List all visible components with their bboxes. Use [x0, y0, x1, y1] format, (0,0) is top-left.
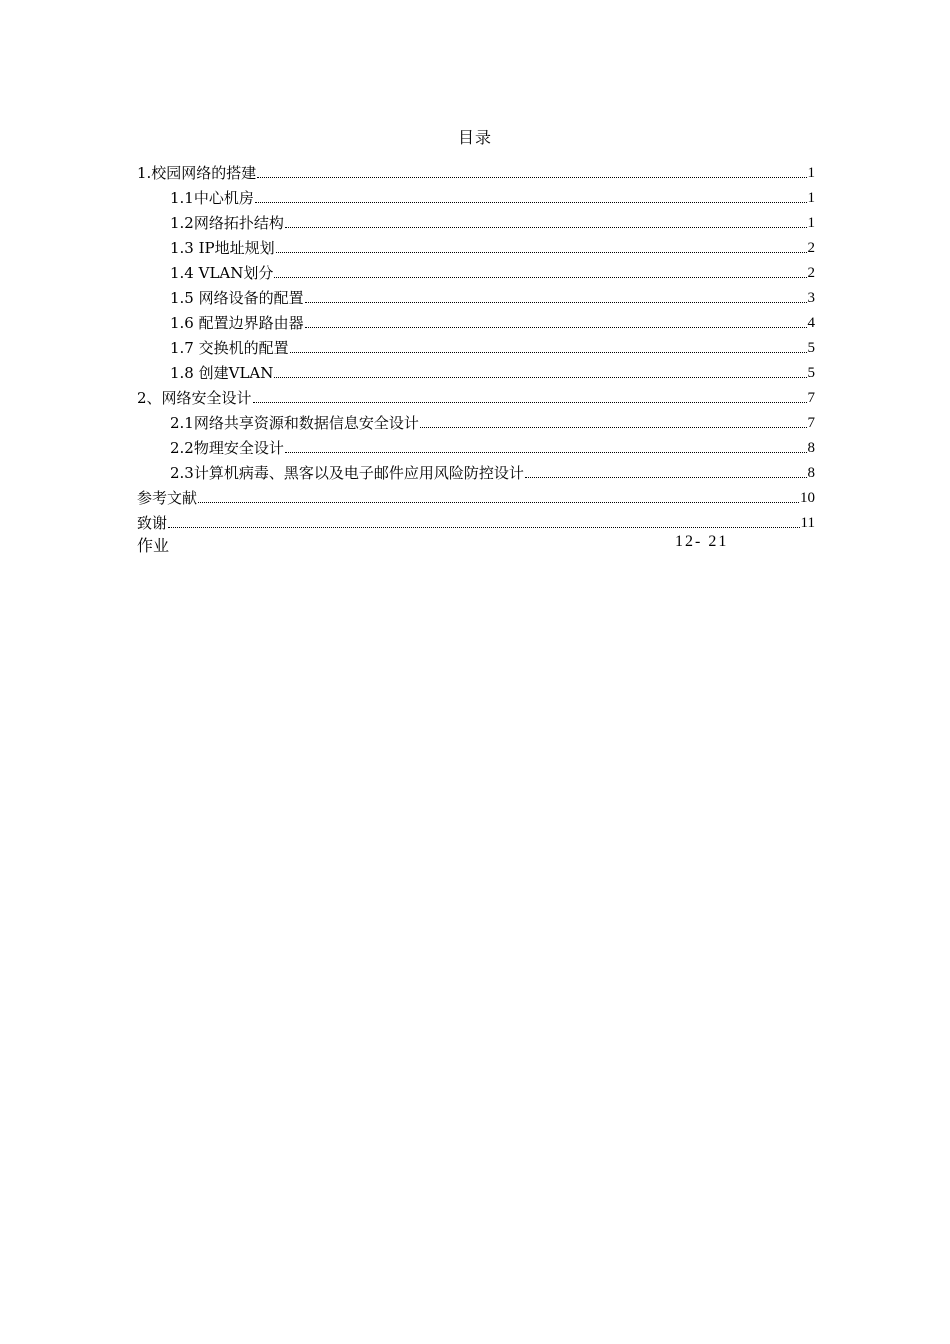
toc-entry-page-number: 7: [807, 390, 815, 406]
toc-entry-label: 1.4 VLAN划分: [170, 264, 274, 282]
toc-entry-label: 1.3 IP地址规划: [170, 239, 275, 257]
toc-dot-leader: [285, 227, 807, 228]
footer-right-text: 12- 21: [675, 533, 729, 550]
toc-entry-page-number: 7: [807, 415, 815, 431]
toc-entry-label: 1.5 网络设备的配置: [170, 289, 304, 307]
toc-entry-label: 2.2物理安全设计: [170, 439, 284, 457]
toc-entry[interactable]: [137, 158, 815, 183]
toc-entry-page-number: 1: [807, 165, 815, 181]
toc-entry[interactable]: [137, 208, 815, 233]
toc-entry[interactable]: [137, 458, 815, 483]
toc-dot-leader: [420, 427, 807, 428]
toc-dot-leader: [285, 452, 807, 453]
toc-dot-leader: [276, 252, 807, 253]
toc-dot-leader: [198, 502, 799, 503]
toc-entry-page-number: 3: [807, 290, 815, 306]
toc-dot-leader: [525, 477, 807, 478]
toc-entry[interactable]: [137, 333, 815, 358]
toc-entry[interactable]: [137, 183, 815, 208]
toc-entry-label: 1.6 配置边界路由器: [170, 314, 304, 332]
toc-entry[interactable]: [137, 233, 815, 258]
toc-entry-label: 1.1中心机房: [170, 189, 254, 207]
toc-entry-page-number: 4: [807, 315, 815, 331]
toc-dot-leader: [305, 327, 807, 328]
toc-entry-page-number: 1: [807, 190, 815, 206]
toc-entry[interactable]: [137, 258, 815, 283]
toc-entry-page-number: 11: [800, 515, 815, 531]
toc-dot-leader: [274, 377, 806, 378]
toc-entry-page-number: 10: [800, 490, 815, 506]
toc-entry-label: 2、网络安全设计: [137, 389, 252, 407]
toc-entry-label: 2.3计算机病毒、黑客以及电子邮件应用风险防控设计: [170, 464, 524, 482]
toc-entry-page-number: 5: [807, 365, 815, 381]
toc-entry-label: 参考文献: [137, 489, 198, 507]
toc-entry-label: 1.2网络拓扑结构: [170, 214, 284, 232]
toc-entry[interactable]: [137, 483, 815, 508]
toc-title: 目录: [457, 128, 492, 147]
toc-dot-leader: [168, 527, 800, 528]
toc-entry[interactable]: [137, 283, 815, 308]
toc-entry[interactable]: [137, 508, 815, 533]
toc-entry-page-number: 1: [807, 215, 815, 231]
toc-entry[interactable]: [137, 383, 815, 408]
toc-entry[interactable]: [137, 433, 815, 458]
toc-entry-page-number: 8: [807, 440, 815, 456]
footer-line: [137, 533, 815, 557]
toc-dot-leader: [305, 302, 807, 303]
toc-entry-page-number: 8: [807, 465, 815, 481]
toc-dot-leader: [290, 352, 807, 353]
toc-dot-leader: [257, 177, 806, 178]
toc-dot-leader: [255, 202, 807, 203]
table-of-contents: [137, 158, 815, 533]
toc-dot-leader: [274, 277, 806, 278]
toc-dot-leader: [253, 402, 807, 403]
toc-entry-label: 1.校园网络的搭建: [137, 164, 257, 182]
toc-entry-label: 2.1网络共享资源和数据信息安全设计: [170, 414, 419, 432]
toc-entry-label: 1.8 创建VLAN: [170, 364, 274, 382]
toc-entry[interactable]: [137, 308, 815, 333]
toc-entry-page-number: 2: [807, 240, 815, 256]
toc-entry-page-number: 2: [807, 265, 815, 281]
toc-entry-page-number: 5: [807, 340, 815, 356]
toc-entry-label: 1.7 交换机的配置: [170, 339, 289, 357]
toc-entry-label: 致谢: [137, 514, 168, 532]
toc-entry[interactable]: [137, 408, 815, 433]
footer-left-text: 作业: [137, 536, 170, 555]
toc-entry[interactable]: [137, 358, 815, 383]
